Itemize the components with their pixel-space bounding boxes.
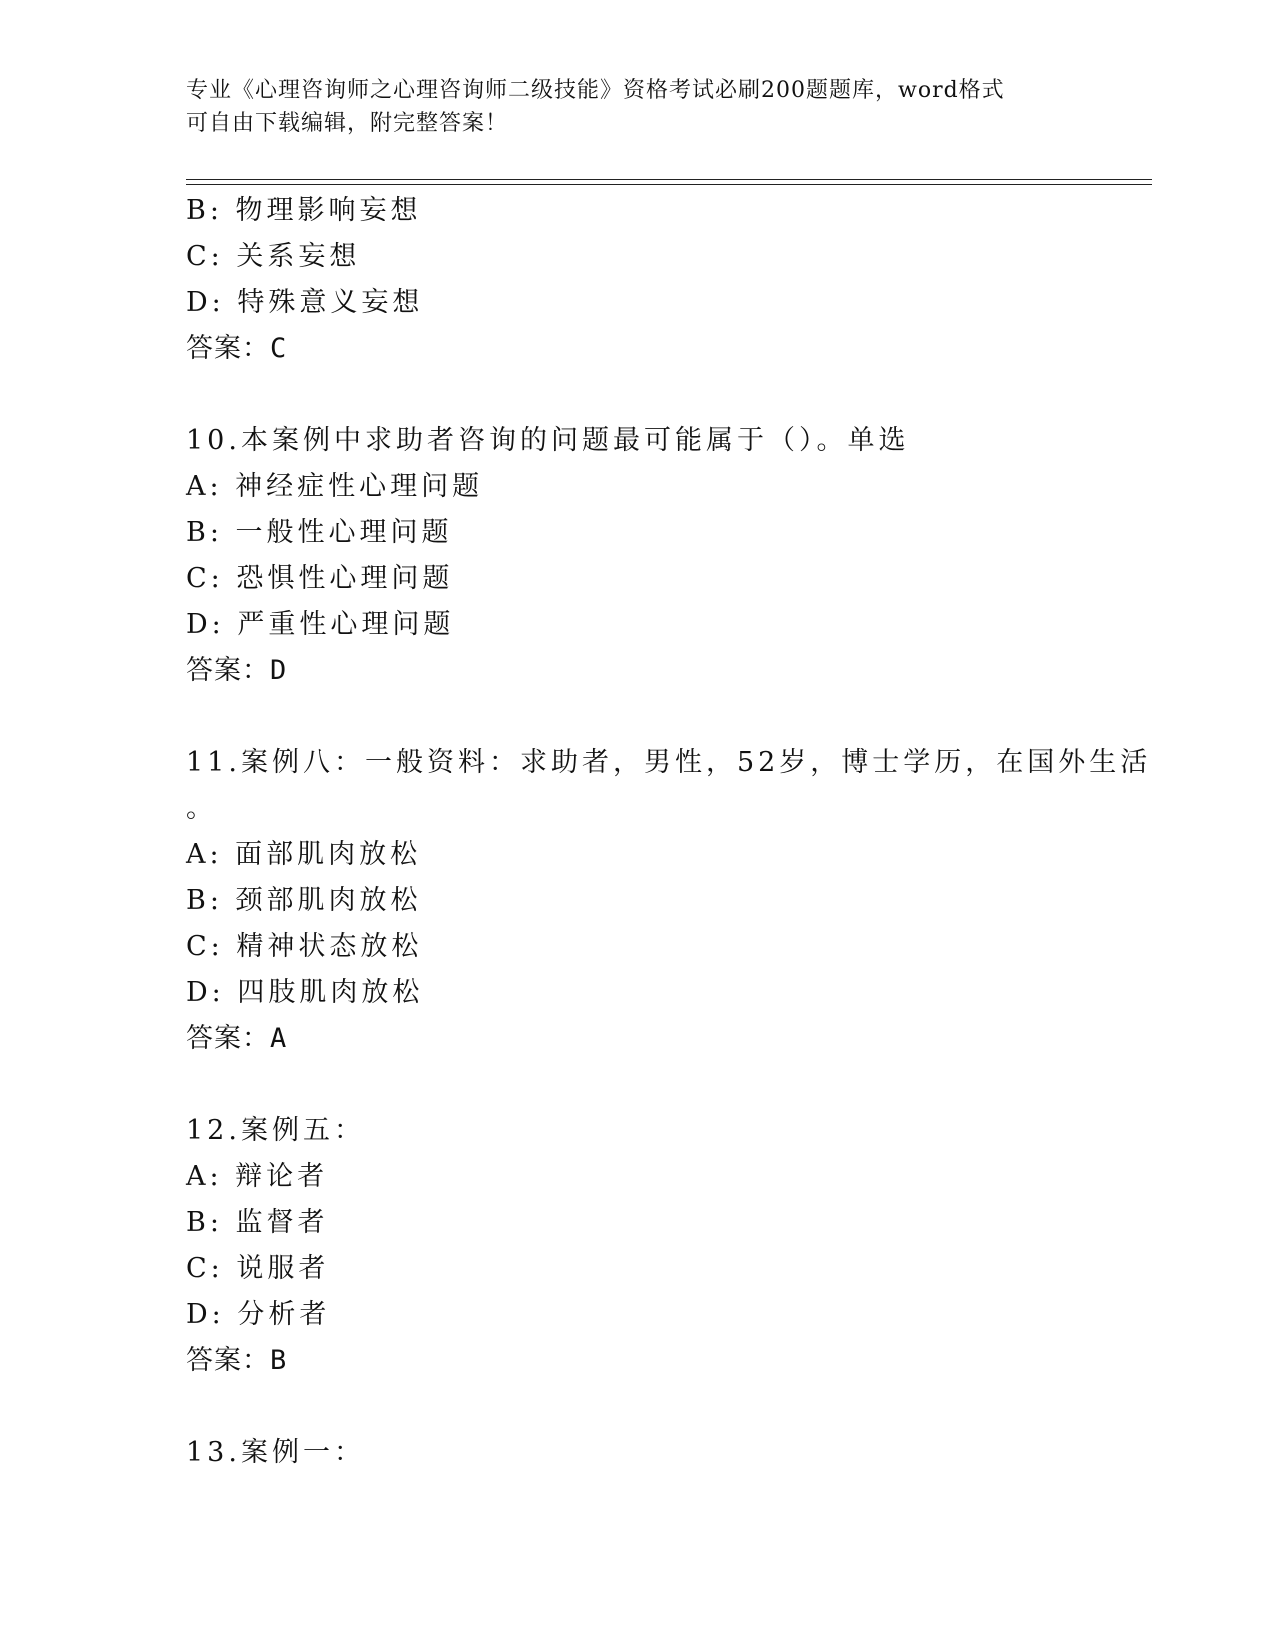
question-10 — [186, 418, 1086, 694]
option-b: B: 一般性心理问题 — [186, 517, 453, 548]
header-divider-top — [186, 179, 1152, 180]
question-12 — [186, 1108, 1086, 1384]
answer: 答案：C — [186, 333, 288, 364]
question-9 — [186, 188, 1086, 372]
option-d: D: 严重性心理问题 — [186, 609, 455, 640]
question-stem: 10.本案例中求助者咨询的问题最可能属于（）。单选 — [186, 425, 910, 456]
option-b: B: 监督者 — [186, 1207, 329, 1238]
header-divider-bottom — [186, 184, 1152, 185]
option-a: A: 神经症性心理问题 — [186, 471, 484, 502]
header-line-2: 可自由下载编辑，附完整答案！ — [186, 111, 509, 136]
question-11 — [186, 740, 1152, 1062]
option-d: D: 分析者 — [186, 1299, 331, 1330]
option-b: B: 颈部肌肉放松 — [186, 885, 422, 916]
option-a: A: 面部肌肉放松 — [186, 839, 422, 870]
question-stem: 11.案例八：一般资料：求助者，男性，52岁，博士学历，在国外生活 — [186, 747, 1152, 778]
option-b: B: 物理影响妄想 — [186, 195, 422, 226]
question-list — [186, 188, 1152, 1476]
answer: 答案：D — [186, 655, 288, 686]
header-line-1: 专业《心理咨询师之心理咨询师二级技能》资格考试必刷200题题库，word格式 — [186, 78, 1005, 103]
document-header — [186, 74, 1086, 140]
option-c: C: 关系妄想 — [186, 241, 361, 272]
answer: 答案：A — [186, 1023, 288, 1054]
option-d: D: 特殊意义妄想 — [186, 287, 424, 318]
question-stem: 12.案例五： — [186, 1115, 365, 1146]
option-a: A: 辩论者 — [186, 1161, 329, 1192]
option-d: D: 四肢肌肉放松 — [186, 977, 424, 1008]
option-c: C: 精神状态放松 — [186, 931, 423, 962]
question-13 — [186, 1430, 1086, 1476]
question-stem-continuation: 。 — [186, 793, 213, 824]
answer: 答案：B — [186, 1345, 288, 1376]
option-c: C: 恐惧性心理问题 — [186, 563, 454, 594]
option-c: C: 说服者 — [186, 1253, 330, 1284]
question-stem: 13.案例一： — [186, 1437, 365, 1468]
